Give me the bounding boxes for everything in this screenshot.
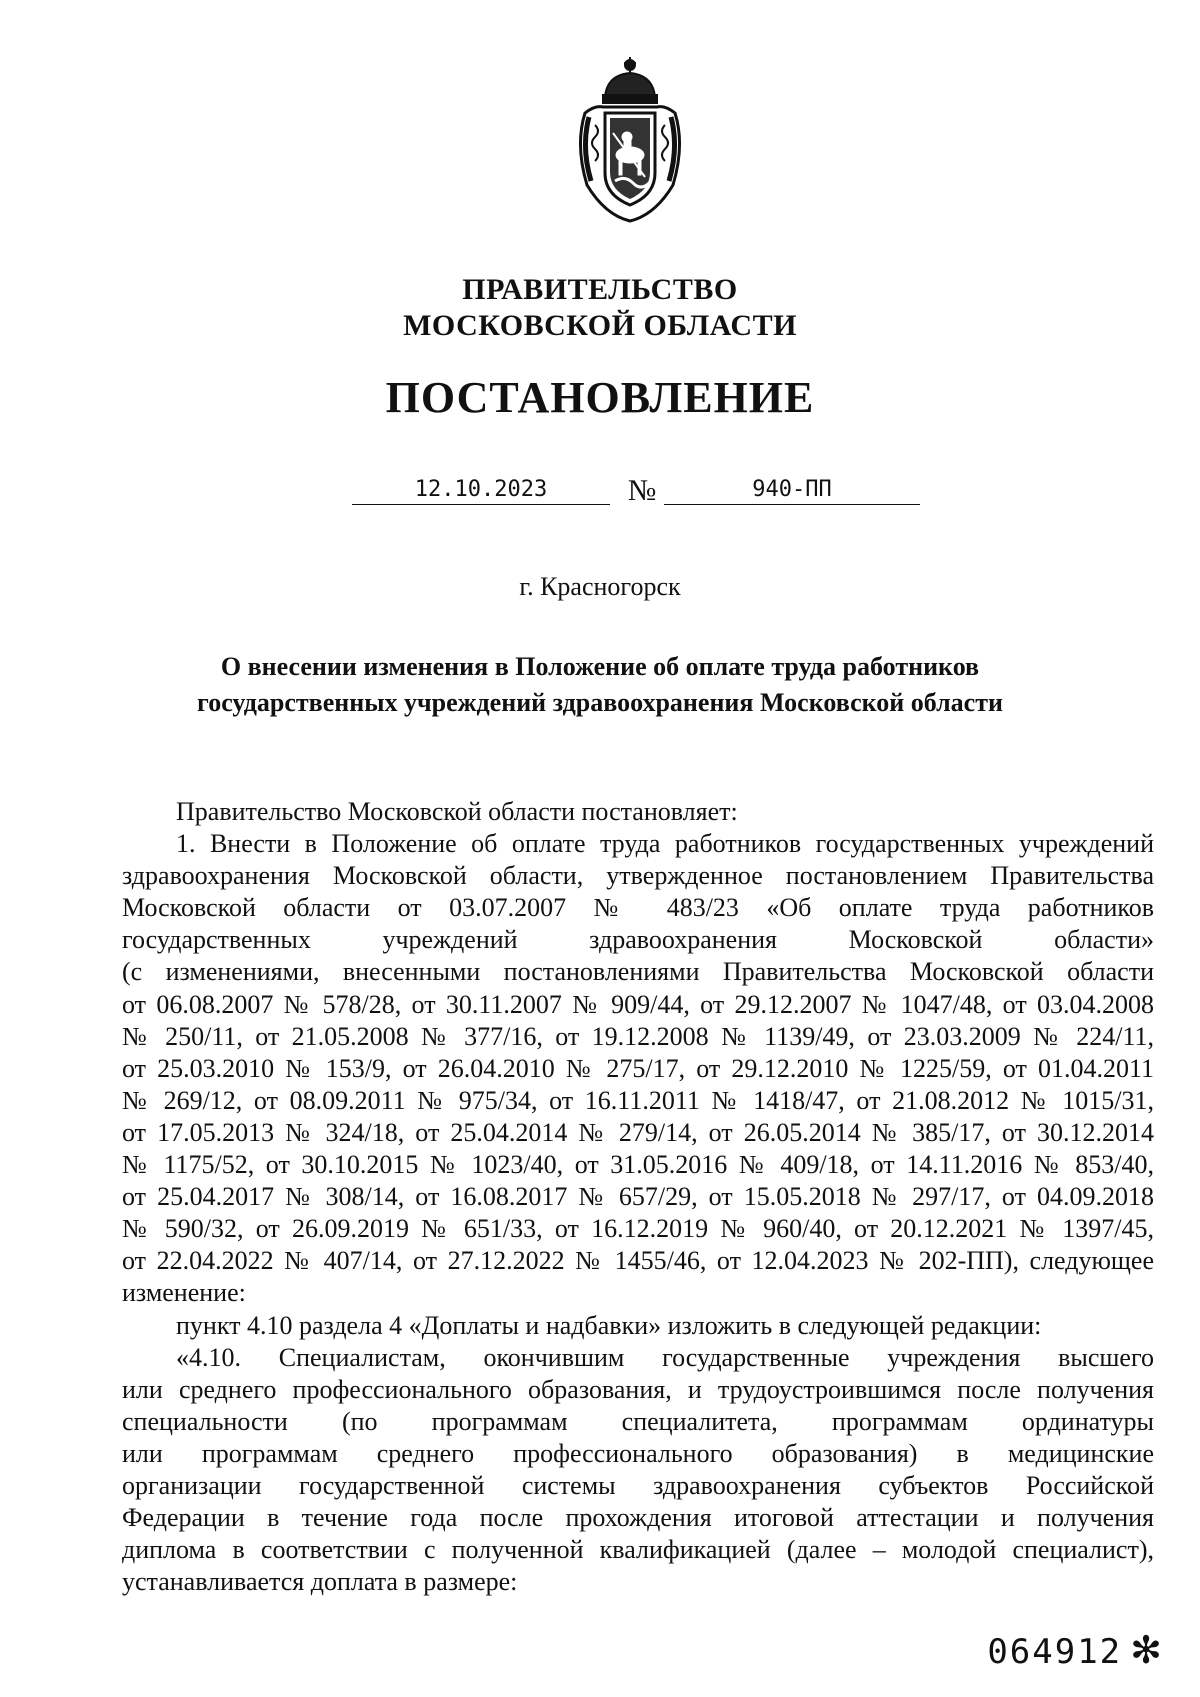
body-line: здравоохранения Московской области, утвержденное постановлением Правительства (122, 861, 1154, 891)
body-line: от 17.05.2013 № 324/18, от 25.04.2014 № 279/14, от 26.05.2014 № 385/17, от 30.12.2014 (122, 1117, 1154, 1147)
coat-of-arms-icon (575, 55, 685, 223)
body-line: от 06.08.2007 № 578/28, от 30.11.2007 № 909/44, от 29.12.2007 № 1047/48, от 03.04.2008 (122, 989, 1154, 1019)
body-line: или программам среднего профессионального образования) в медицинские (122, 1438, 1154, 1468)
document-city: г. Красногорск (519, 572, 681, 601)
body-line: от 25.04.2017 № 308/14, от 16.08.2017 № 657/29, от 15.05.2018 № 297/17, от 04.09.2018 (122, 1182, 1154, 1212)
body-line: пункт 4.10 раздела 4 «Доплаты и надбавки» изложить в следующей редакции: (176, 1310, 1042, 1340)
number-sign: № (627, 474, 657, 507)
serial-number-value: 064912 (987, 1632, 1123, 1672)
body-line: № 250/11, от 21.05.2008 № 377/16, от 19.12.2008 № 1139/49, от 23.03.2009 № 224/11, (122, 1021, 1154, 1051)
body-line: № 269/12, от 08.09.2011 № 975/34, от 16.11.2011 № 1418/47, от 21.08.2012 № 1015/31, (122, 1085, 1154, 1115)
body-line: от 22.04.2022 № 407/14, от 27.12.2022 № 1455/46, от 12.04.2023 № 202-ПП), следующее (122, 1246, 1154, 1276)
government-name-line2: МОСКОВСКОЙ ОБЛАСТИ (403, 309, 797, 342)
document-date: 12.10.2023 (352, 476, 610, 505)
document-title-line1: О внесении изменения в Положение об оплате труда работников (220, 652, 980, 681)
body-line: (с изменениями, внесенными постановлениями Правительства Московской области (122, 957, 1154, 987)
body-line: Федерации в течение года после прохождения итоговой аттестации и получения (122, 1503, 1154, 1533)
body-line: государственных учреждений здравоохранения Московской области» (122, 925, 1154, 955)
body-line: организации государственной системы здравоохранения субъектов Российской (122, 1470, 1154, 1500)
body-line: № 1175/52, от 30.10.2015 № 1023/40, от 31.05.2016 № 409/18, от 14.11.2016 № 853/40, (122, 1150, 1154, 1180)
body-line: или среднего профессионального образования, и трудоустроившимся после получения (122, 1374, 1154, 1404)
body-line: Правительство Московской области постановляет: (176, 797, 738, 826)
body-line: диплома в соответствии с полученной квалификацией (далее – молодой специалист), (122, 1535, 1154, 1565)
document-type: ПОСТАНОВЛЕНИЕ (385, 373, 815, 422)
body-line: изменение: (122, 1278, 246, 1308)
body-line: устанавливается доплата в размере: (122, 1567, 518, 1597)
document-title-line2: государственных учреждений здравоохранения Московской области (197, 688, 1003, 717)
serial-number (987, 1630, 1164, 1672)
body-line: специальности (по программам специалитета, программам ординатуры (122, 1406, 1154, 1436)
document-number: 940-ПП (664, 476, 920, 505)
body-line: Московской области от 03.07.2007 № 483/23 «Об оплате труда работников (122, 893, 1154, 923)
body-line: от 25.03.2010 № 153/9, от 26.04.2010 № 275/17, от 29.12.2010 № 1225/59, от 01.04.2011 (122, 1053, 1154, 1083)
asterisk-icon: ✻ (1130, 1628, 1164, 1672)
requisites-row (0, 476, 1200, 512)
body-line: 1. Внести в Положение об оплате труда работников государственных учреждений (176, 829, 1154, 859)
government-name-line1: ПРАВИТЕЛЬСТВО (462, 273, 738, 306)
body-line: «4.10. Специалистам, окончившим государственные учреждения высшего (176, 1342, 1154, 1372)
body-line: № 590/32, от 26.09.2019 № 651/33, от 16.12.2019 № 960/40, от 20.12.2021 № 1397/45, (122, 1214, 1154, 1244)
document-body (122, 796, 1154, 1598)
